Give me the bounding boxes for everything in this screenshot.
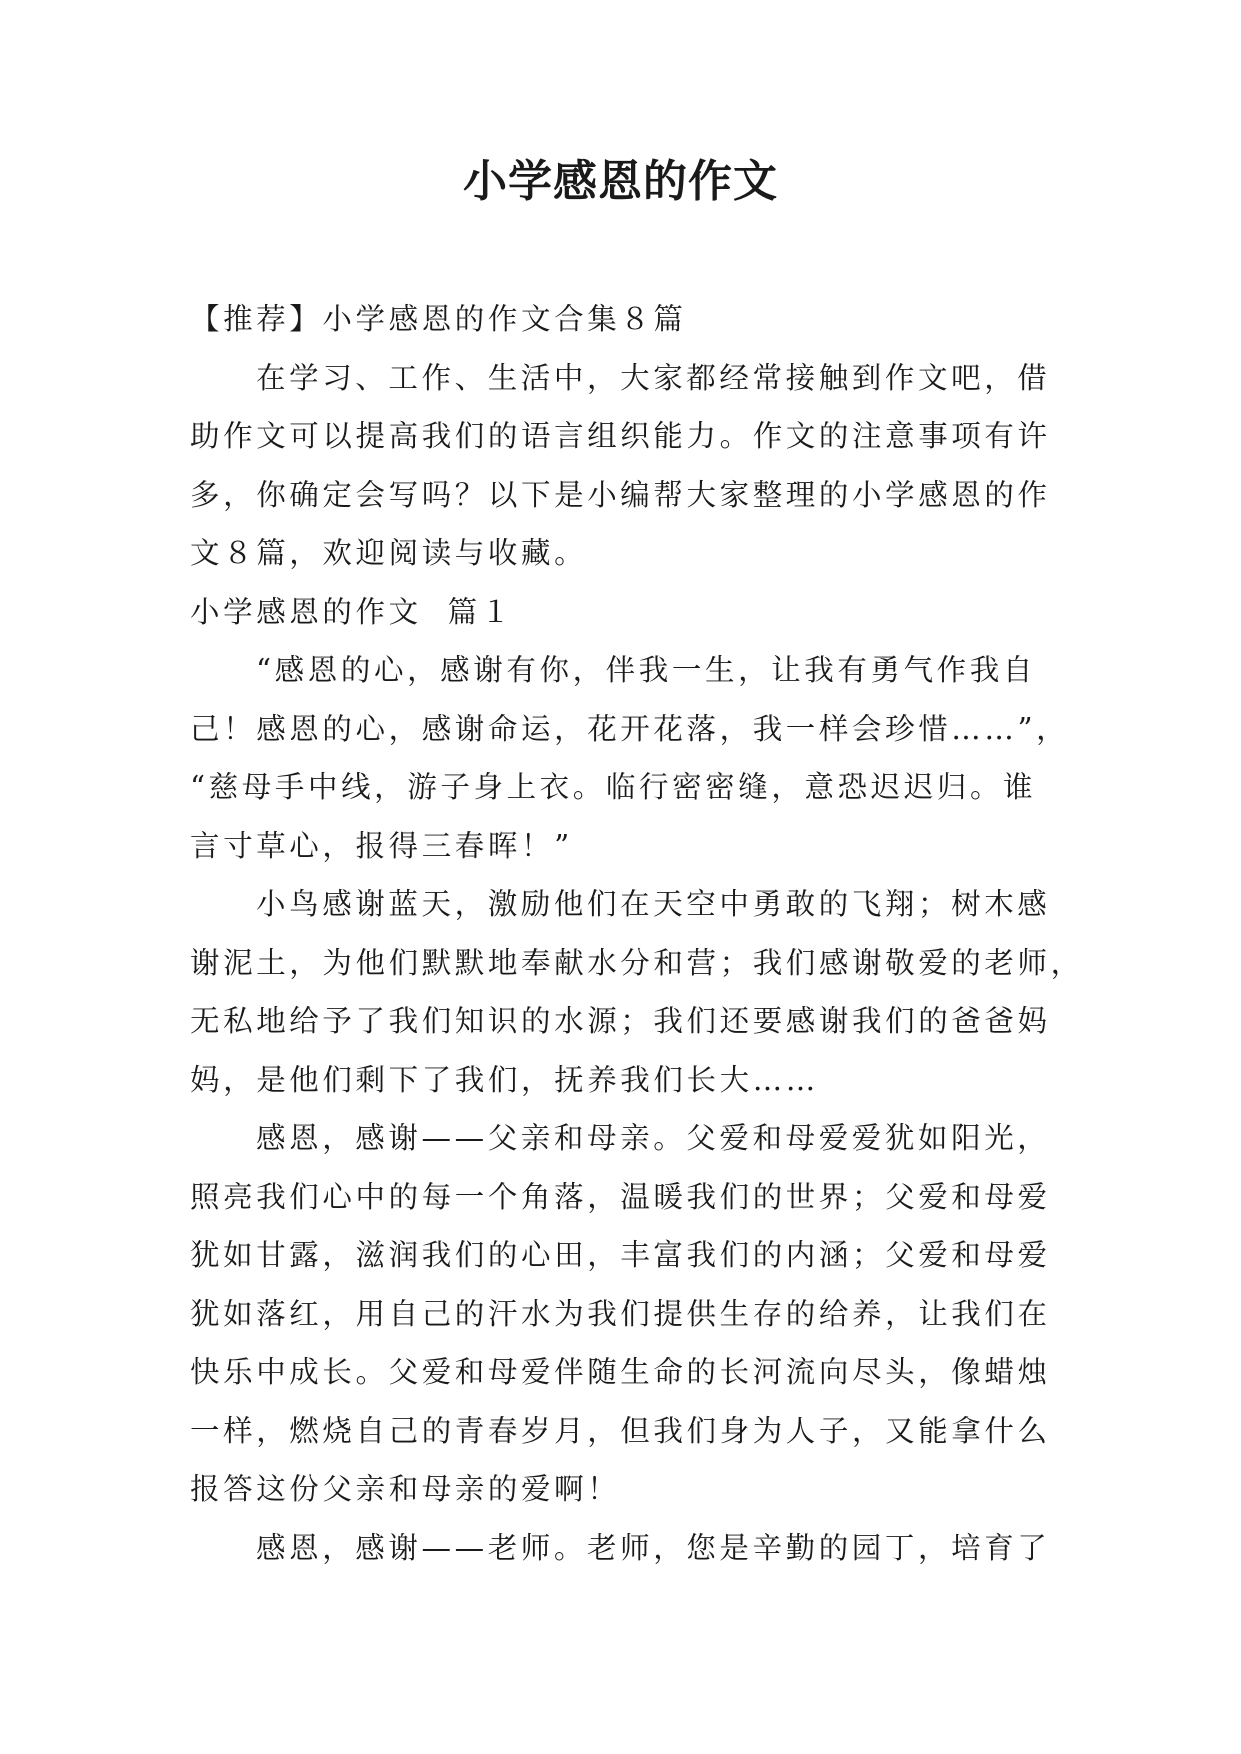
text-line: 文８篇，欢迎阅读与收藏。 [190,536,588,570]
text-line: 照亮我们心中的每一个角落，温暖我们的世界；父爱和母爱 [190,1179,1051,1214]
text-line: 快乐中成长。父爱和母爱伴随生命的长河流向尽头，像蜡烛 [190,1355,1051,1389]
text-line: 谢泥土，为他们默默地奉献水分和营；我们感谢敬爱的老师， [190,945,1084,980]
text-line: “慈母手中线，游子身上衣。临行密密缝，意恐迟迟归。谁 [190,770,1037,804]
text-line: 言寸草心，报得三春晖！” [190,828,573,863]
text-line: 在学习、工作、生活中，大家都经常接触到作文吧，借 [256,360,1051,395]
text-line: 感恩，感谢——父亲和母亲。父爱和母爱爱犹如阳光， [256,1121,1051,1155]
text-line: 感恩，感谢——老师。老师，您是辛勤的园丁，培育了 [256,1530,1051,1565]
text-line: 无私地给予了我们知识的水源；我们还要感谢我们的爸爸妈 [190,1004,1051,1038]
text-line: 报答这份父亲和母亲的爱啊！ [190,1472,621,1506]
text-line: 小鸟感谢蓝天，激励他们在天空中勇敢的飞翔；树木感 [256,887,1051,921]
text-line: 多，你确定会写吗？以下是小编帮大家整理的小学感恩的作 [190,477,1051,512]
text-line: 己！感恩的心，感谢命运，花开花落，我一样会珍惜……”， [190,711,1070,746]
text-line: 助作文可以提高我们的语言组织能力。作文的注意事项有许 [190,419,1051,453]
text-line: “感恩的心，感谢有你，伴我一生，让我有勇气作我自 [256,653,1036,687]
text-line: 一样，燃烧自己的青春岁月，但我们身为人子，又能拿什么 [190,1413,1051,1448]
document-body [190,290,1084,1577]
text-line: 犹如甘露，滋润我们的心田，丰富我们的内涵；父爱和母爱 [190,1238,1051,1272]
document-title: 小学感恩的作文 [463,156,778,207]
text-line: 妈，是他们剩下了我们，抚养我们长大…… [190,1062,819,1097]
text-line: 犹如落红，用自己的汗水为我们提供生存的给养，让我们在 [190,1296,1051,1331]
text-line: 【推荐】小学感恩的作文合集８篇 [190,302,687,336]
text-line: 小学感恩的作文 篇１ [190,594,514,629]
